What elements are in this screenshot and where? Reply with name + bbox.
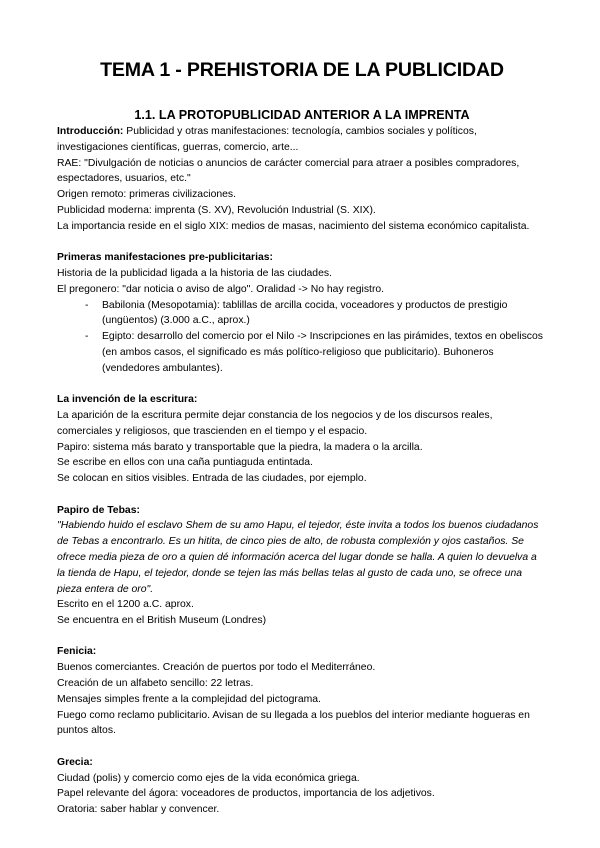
list-item [85,329,547,376]
fenicia-block [57,644,547,739]
fenicia-line-3: Mensajes simples frente a la complejidad del pictograma. [57,693,321,705]
dash-bullet: - [85,299,89,311]
intro-line-5: La importancia reside en el siglo XIX: medios de masas, nacimiento del sistema económico capitalista. [57,220,530,232]
intro-line-1: Publicidad y otras manifestaciones: tecnología, cambios sociales y políticos, investigaciones científicas, guerras, comercio, arte... [57,126,477,153]
document-title: TEMA 1 - PREHISTORIA DE LA PUBLICIDAD [100,59,504,81]
list-item-text: Babilonia (Mesopotamia): tablillas de arcilla cocida, voceadores y productos de prestigio (ungüentos) (3.000 a.C., aprox.) [102,299,508,327]
section-title: 1.1. LA PROTOPUBLICIDAD ANTERIOR A LA IMPRENTA [134,108,470,122]
escritura-line-1: La aparición de la escritura permite dejar constancia de los negocios y de los discursos reales, comerciales y religiosos, que trascienden en el tiempo y el espacio. [57,409,493,437]
escritura-line-2: Papiro: sistema más barato y transportable que la piedra, la madera o la arcilla. [57,441,423,453]
papiro-line-1: Escrito en el 1200 a.C. aprox. [57,599,194,611]
escritura-heading: La invención de la escritura: [57,394,198,406]
papiro-quote: "Habiendo huido el esclavo Shem de su amo Hapu, el tejedor, éste invita a todos los buenos ciudadanos de Tebas a encontrarlo. Es un hitita, de cinco pies de alto, de robusta complexión y ojos castaños. Se ofrece media pieza de oro a quien dé información acerca del lugar donde se halla. A quien lo devuelva a la tienda de Hapu, el tejedor, donde se tejen las más bellas telas al gusto de cada uno, se ofrece una pieza entera de oro". [57,520,539,595]
grecia-heading: Grecia: [57,756,93,768]
fenicia-line-4: Fuego como reclamo publicitario. Avisan de su llegada a los pueblos del interior mediante hogueras en puntos altos. [57,709,530,737]
intro-line-3: Origen remoto: primeras civilizaciones. [57,189,237,201]
primeras-line-1: Historia de la publicidad ligada a la historia de las ciudades. [57,267,332,279]
intro-line-2: RAE: "Divulgación de noticias o anuncios de carácter comercial para atraer a posibles compradores, espectadores, usuarios, etc." [57,157,520,185]
papiro-block [57,503,547,629]
intro-block [57,124,547,235]
intro-paragraph [57,124,547,156]
escritura-line-3: Se escribe en ellos con una caña puntiaguda entintada. [57,457,313,469]
dash-bullet: - [85,331,89,343]
grecia-line-2: Papel relevante del ágora: voceadores de productos, importancia de los adjetivos. [57,788,435,800]
escritura-block [57,392,547,487]
intro-line-4: Publicidad moderna: imprenta (S. XV), Revolución Industrial (S. XIX). [57,204,376,216]
fenicia-line-1: Buenos comerciantes. Creación de puertos por todo el Mediterráneo. [57,662,376,674]
intro-lead: Introducción: [57,126,124,137]
primeras-line-2: El pregonero: "dar noticia o aviso de algo". Oralidad -> No hay registro. [57,283,385,295]
list-item [85,298,547,330]
grecia-line-3: Oratoria: saber hablar y convencer. [57,804,220,816]
papiro-line-2: Se encuentra en el British Museum (Londres) [57,615,267,627]
fenicia-heading: Fenicia: [57,646,97,658]
primeras-heading: Primeras manifestaciones pre-publicitarias: [57,252,273,264]
list-item-text: Egipto: desarrollo del comercio por el Nilo -> Inscripciones en las pirámides, textos en obeliscos (en ambos casos, el significado es más político-religioso que publicitario). Buhoneros (vendedores ambulantes). [102,331,543,374]
fenicia-line-2: Creación de un alfabeto sencillo: 22 letras. [57,678,254,690]
primeras-list [57,298,547,377]
grecia-block [57,755,547,818]
papiro-heading: Papiro de Tebas: [57,504,140,516]
grecia-line-1: Ciudad (polis) y comercio como ejes de la vida económica griega. [57,772,360,784]
document-page [57,58,547,818]
escritura-line-4: Se colocan en sitios visibles. Entrada de las ciudades, por ejemplo. [57,473,367,485]
primeras-block [57,250,547,376]
